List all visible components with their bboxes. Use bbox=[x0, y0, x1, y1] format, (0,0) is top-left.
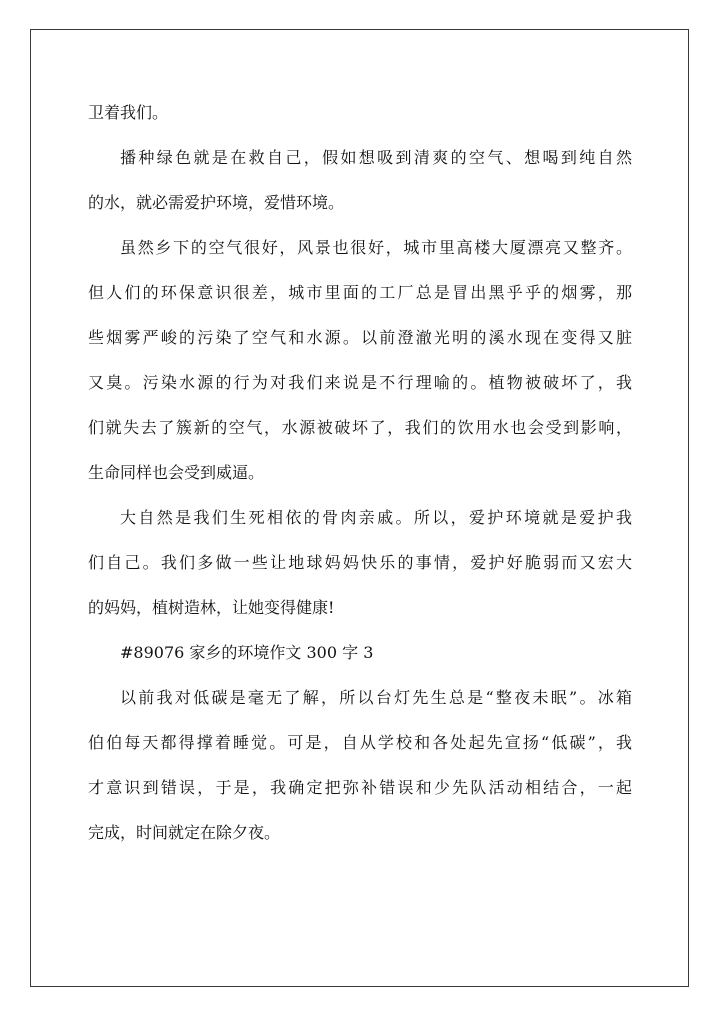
text-line: 的妈妈，植树造林，让她变得健康! bbox=[88, 598, 335, 617]
text-line: 们自己。我们多做一些让地球妈妈快乐的事情，爱护好脆弱而又宏大 bbox=[88, 553, 632, 572]
text-line: 虽然乡下的空气很好，风景也很好，城市里高楼大厦漂亮又整齐。 bbox=[120, 238, 632, 257]
text-line: 完成，时间就定在除夕夜。 bbox=[88, 823, 281, 842]
text-line: 以前我对低碳是毫无了解，所以台灯先生总是“整夜未眠”。冰箱 bbox=[120, 688, 632, 707]
text-line: 大自然是我们生死相依的骨肉亲戚。所以，爱护环境就是爱护我 bbox=[120, 508, 632, 527]
text-line: 播种绿色就是在救自己，假如想吸到清爽的空气、想喝到纯自然 bbox=[120, 148, 632, 167]
section-heading: #89076 家乡的环境作文 300 字 3 bbox=[120, 643, 374, 662]
text-line: 伯伯每天都得撑着睡觉。可是，自从学校和各处起先宣扬“低碳”，我 bbox=[88, 733, 632, 752]
document-body bbox=[88, 90, 632, 855]
text-line: 又臭。污染水源的行为对我们来说是不行理喻的。植物被破坏了，我 bbox=[88, 373, 632, 392]
text-line: 些烟雾严峻的污染了空气和水源。以前澄澈光明的溪水现在变得又脏 bbox=[88, 328, 632, 347]
text-line: 才意识到错误，于是，我确定把弥补错误和少先队活动相结合，一起 bbox=[88, 778, 632, 797]
text-line: 卫着我们。 bbox=[88, 103, 169, 122]
text-line: 的水，就必需爱护环境，爱惜环境。 bbox=[88, 193, 345, 212]
text-line: 们就失去了簇新的空气，水源被破坏了，我们的饮用水也会受到影响， bbox=[88, 418, 632, 437]
text-line: 生命同样也会受到威逼。 bbox=[88, 463, 265, 482]
text-line: 但人们的环保意识很差，城市里面的工厂总是冒出黑乎乎的烟雾，那 bbox=[88, 283, 632, 302]
